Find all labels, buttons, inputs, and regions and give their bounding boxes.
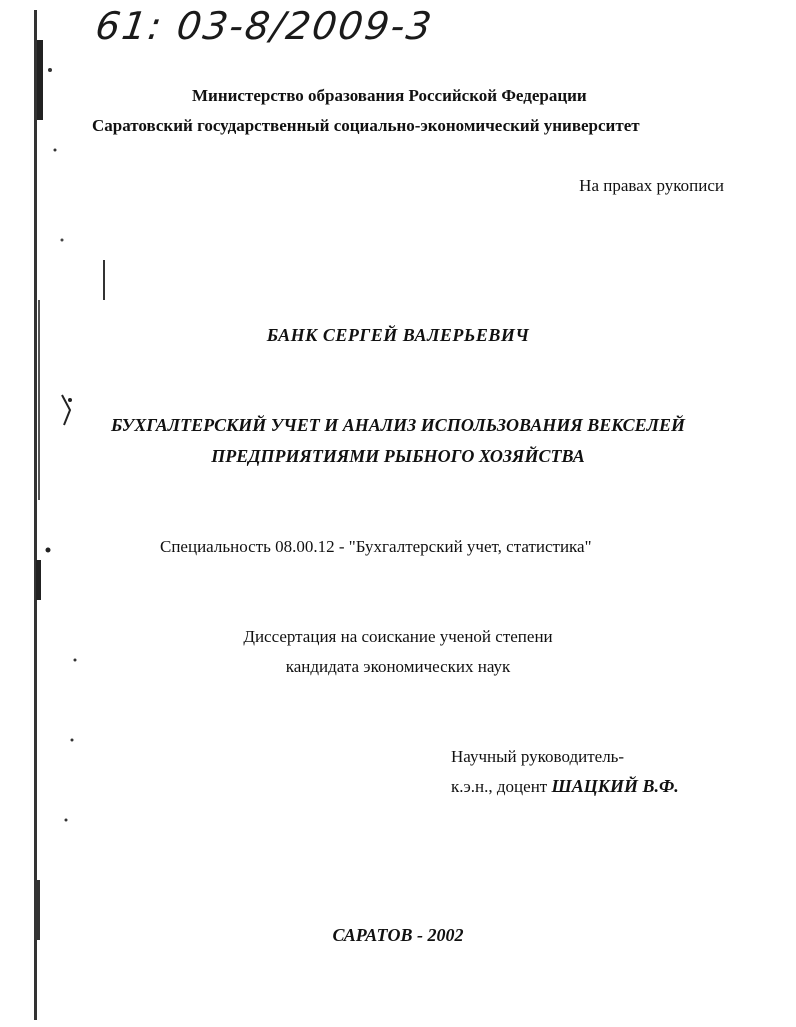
supervisor-degree: к.э.н., доцент (451, 777, 548, 796)
dissertation-line-2: кандидата экономических наук (285, 657, 511, 676)
thesis-title-line-2: ПРЕДПРИЯТИЯМИ РЫБНОГО ХОЗЯЙСТВА (211, 446, 585, 466)
handwritten-archive-code: 61: 03-8/2009-3 (92, 4, 436, 48)
dissertation-line-1: Диссертация на соискание ученой степени (243, 627, 553, 646)
supervisor-info (451, 776, 679, 797)
supervisor-name: ШАЦКИЙ В.Ф. (551, 776, 679, 796)
specialty: Специальность 08.00.12 - "Бухгалтерский учет, статистика" (160, 537, 592, 556)
author-name: БАНК СЕРГЕЙ ВАЛЕРЬЕВИЧ (266, 325, 530, 345)
supervisor-role: Научный руководитель- (451, 747, 625, 766)
ministry-name: Министерство образования Российской Федерации (192, 86, 587, 105)
rights-notice: На правах рукописи (579, 176, 724, 195)
city-year: САРАТОВ - 2002 (332, 925, 464, 945)
university-name: Саратовский государственный социально-экономический университет (92, 116, 640, 135)
scan-margin-artifacts (0, 0, 120, 1027)
thesis-title-line-1: БУХГАЛТЕРСКИЙ УЧЕТ И АНАЛИЗ ИСПОЛЬЗОВАНИЯ ВЕКСЕЛЕЙ (110, 415, 686, 435)
